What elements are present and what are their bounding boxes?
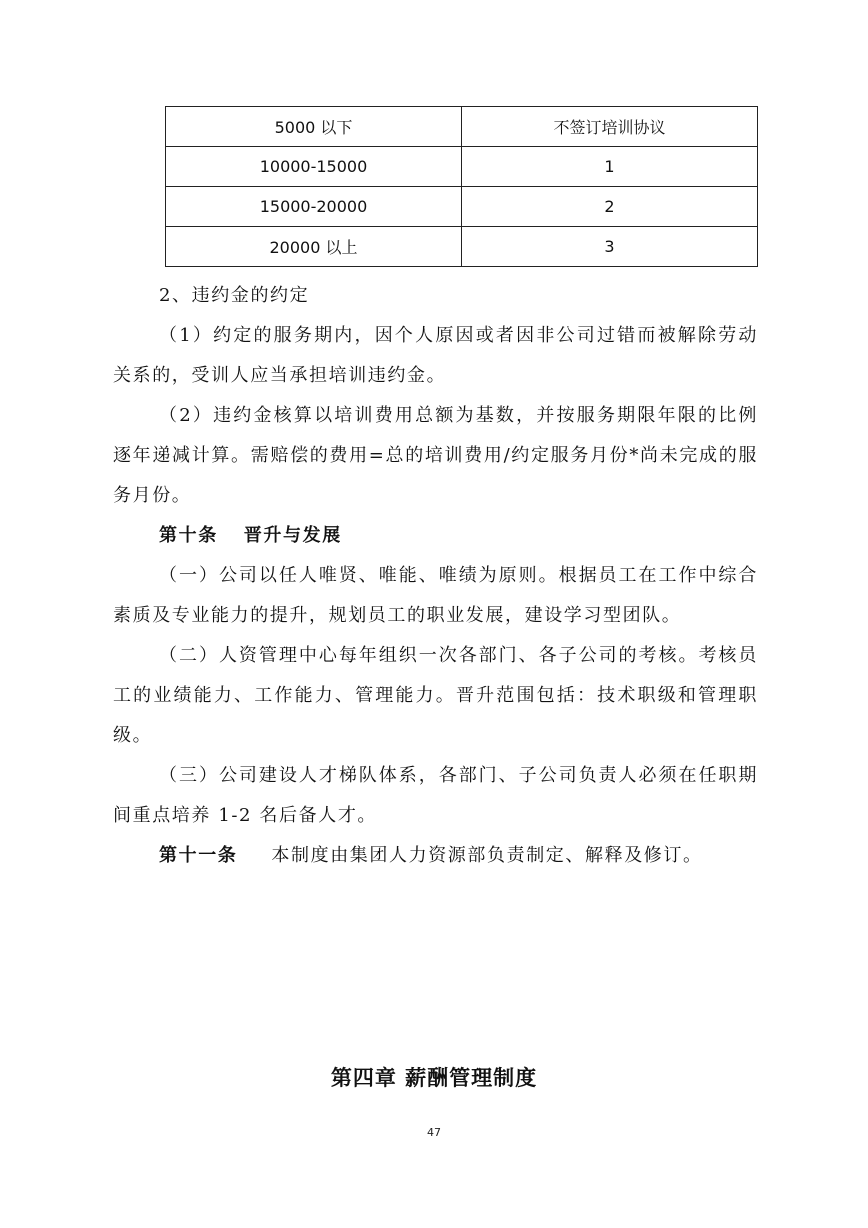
- article-10-title: 晋升与发展: [243, 525, 342, 546]
- penalty-heading: 2、违约金的约定: [159, 285, 310, 306]
- article-11-label: 第十一条: [159, 845, 238, 866]
- table-cell-amount: 15000-20000: [166, 187, 462, 227]
- table-row: [166, 107, 758, 147]
- training-agreement-table: [165, 106, 758, 267]
- table-cell-years: 3: [462, 227, 758, 267]
- article-10-label: 第十条: [159, 525, 218, 546]
- table-cell-amount: 20000 以上: [166, 227, 462, 267]
- table-cell-years: 不签订培训协议: [462, 107, 758, 147]
- table-cell-years: 1: [462, 147, 758, 187]
- table-cell-amount: 5000 以下: [166, 107, 462, 147]
- article-11: [113, 836, 758, 876]
- table-row: [166, 147, 758, 187]
- chapter-title: 第四章 薪酬管理制度: [330, 1065, 538, 1090]
- article-10-item-1: （一）公司以任人唯贤、唯能、唯绩为原则。根据员工在工作中综合素质及专业能力的提升，规划员工的职业发展，建设学习型团队。: [113, 565, 758, 626]
- table-row: [166, 187, 758, 227]
- article-10-item-2: （二）人资管理中心每年组织一次各部门、各子公司的考核。考核员工的业绩能力、工作能力、管理能力。晋升范围包括：技术职级和管理职级。: [113, 645, 758, 746]
- article-11-text: 本制度由集团人力资源部负责制定、解释及修订。: [271, 845, 703, 866]
- article-10-heading: [113, 516, 758, 556]
- penalty-item-2: （2）违约金核算以培训费用总额为基数，并按服务期限年限的比例逐年递减计算。需赔偿的费用=总的培训费用/约定服务月份*尚未完成的服务月份。: [113, 405, 758, 506]
- penalty-item-1: （1）约定的服务期内，因个人原因或者因非公司过错而被解除劳动关系的，受训人应当承担培训违约金。: [113, 325, 758, 386]
- table-row: [166, 227, 758, 267]
- article-10-item-3: （三）公司建设人才梯队体系，各部门、子公司负责人必须在任职期间重点培养 1-2 名后备人才。: [113, 765, 758, 826]
- table-cell-amount: 10000-15000: [166, 147, 462, 187]
- table-cell-years: 2: [462, 187, 758, 227]
- page-number: 47: [427, 1126, 441, 1139]
- body-text: [113, 276, 758, 876]
